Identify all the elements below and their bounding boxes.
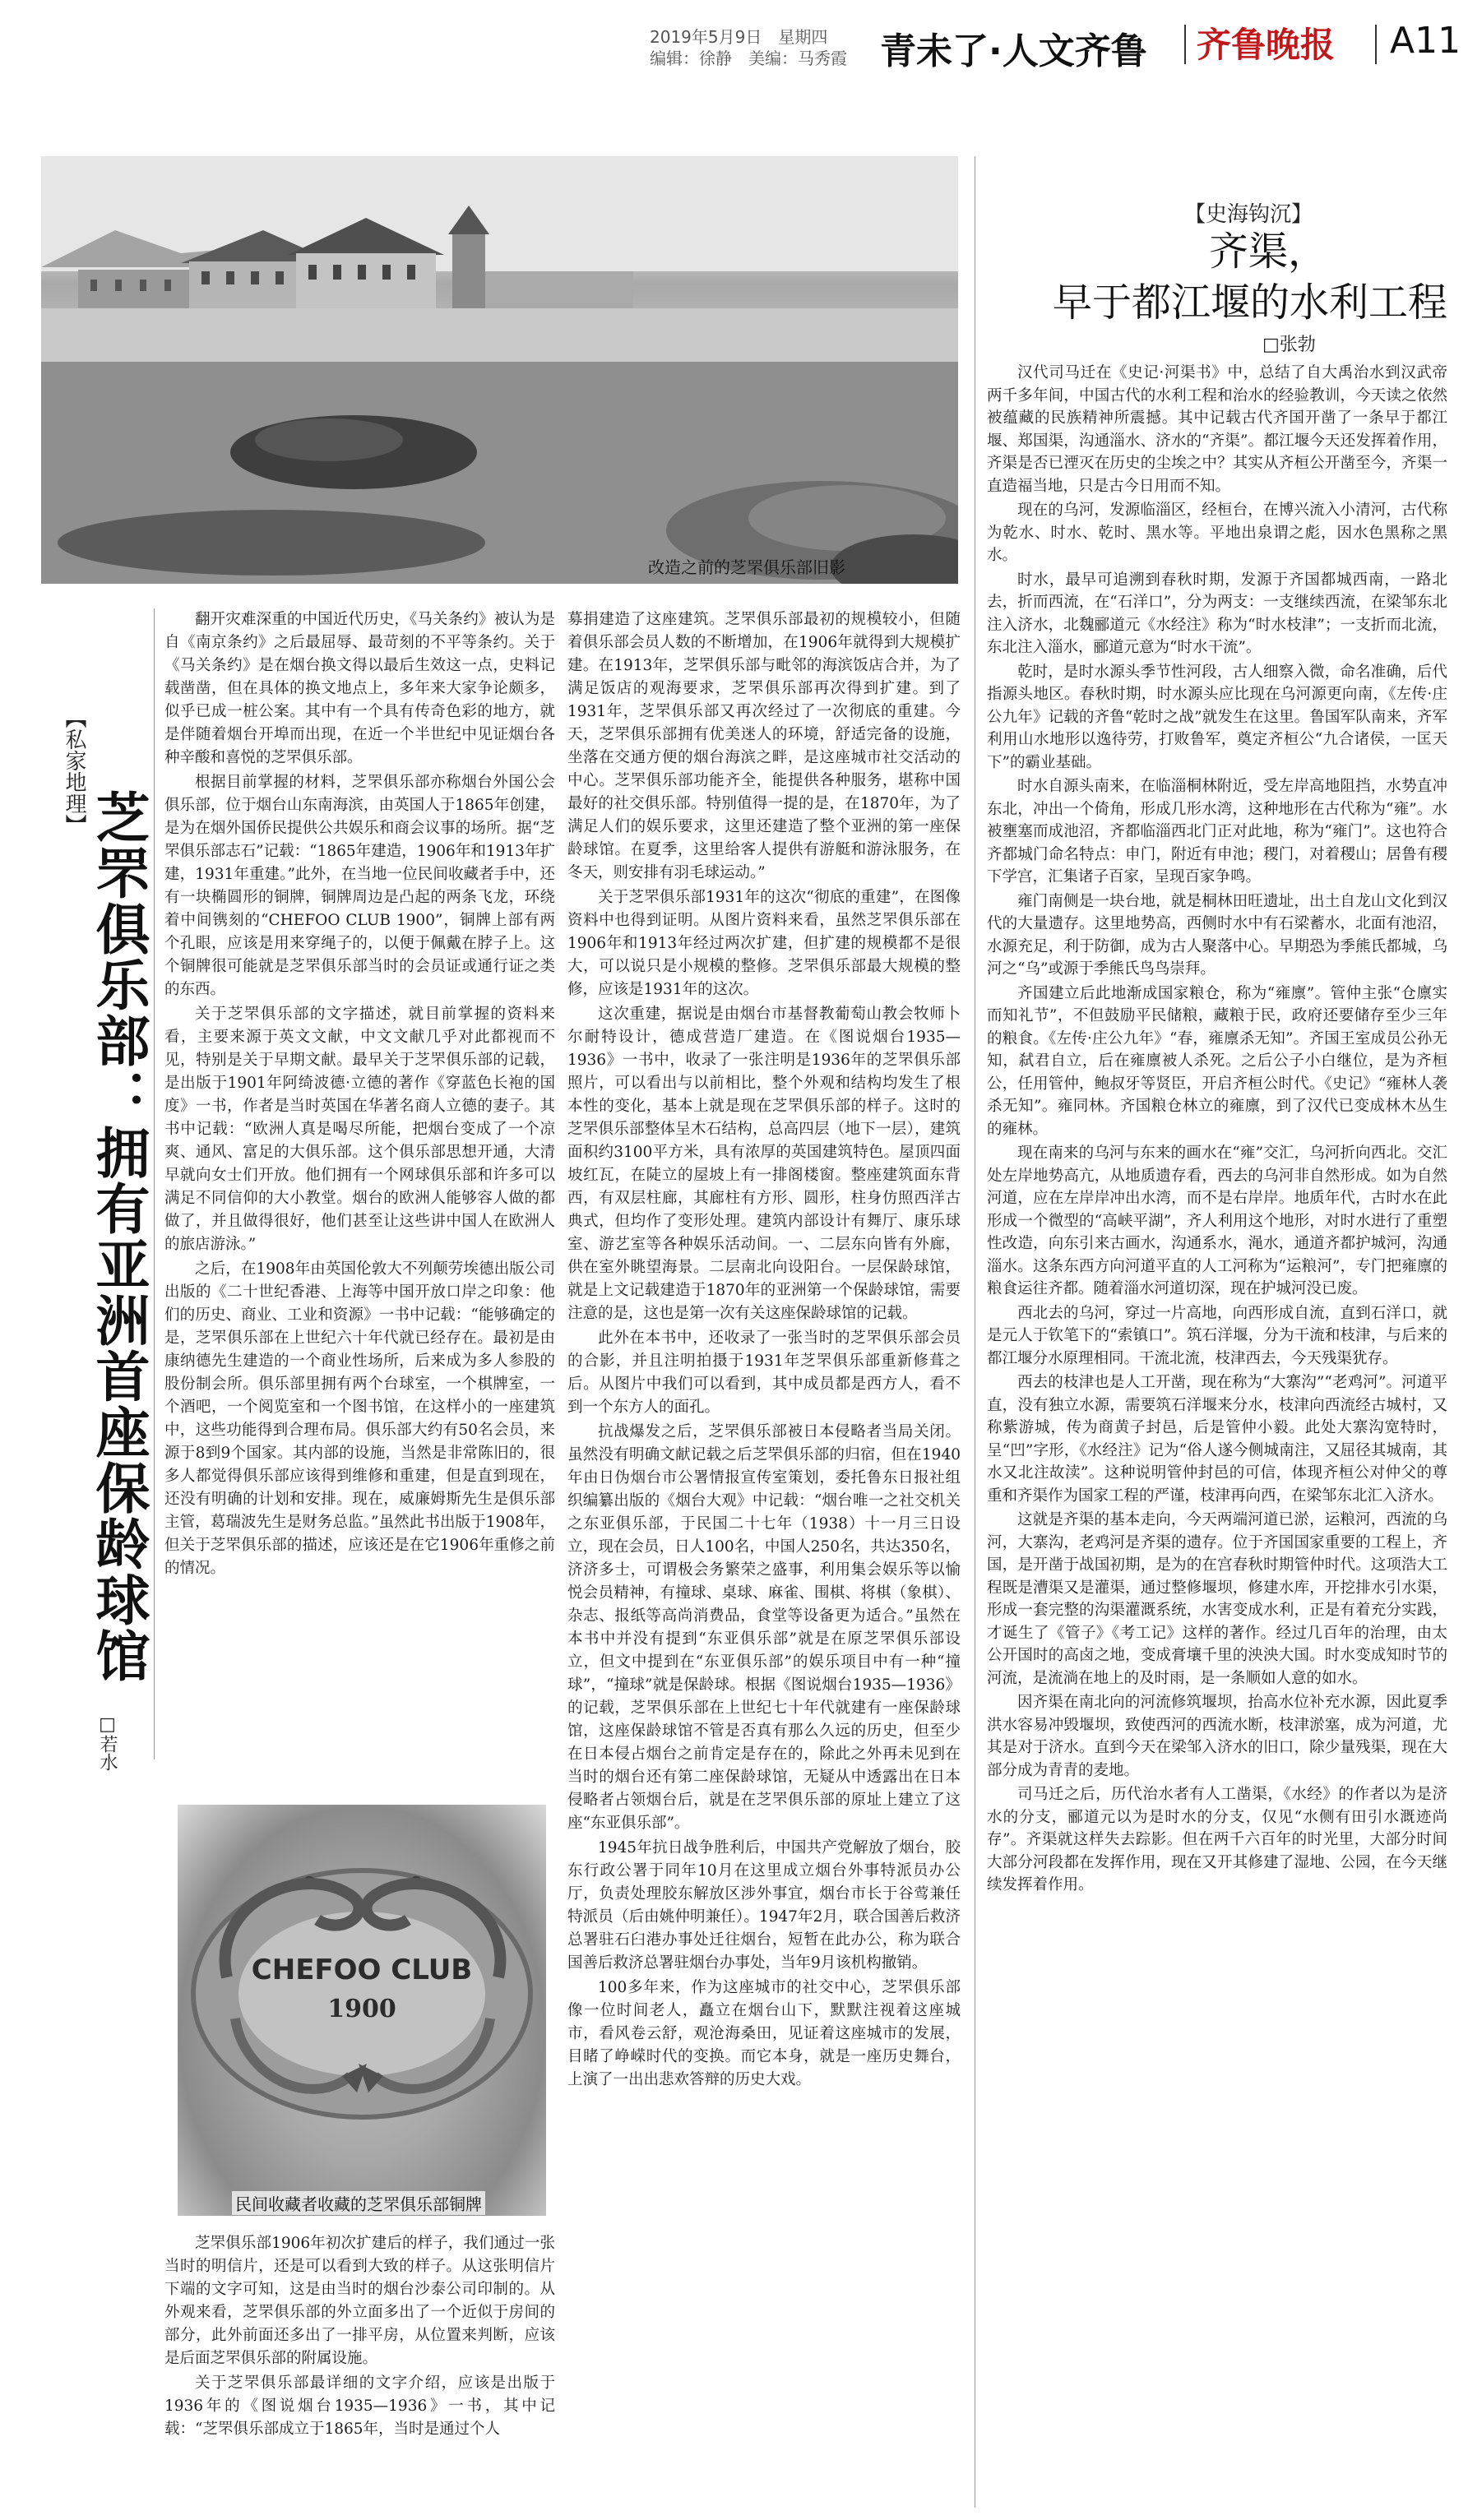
right-article-kicker: 【史海钩沉】 [1184, 202, 1313, 227]
paragraph: 雍门南侧是一块台地，就是桐林田旺遗址，出土自龙山文化到汉代的大量遗存。这里地势高，西侧时水中有石梁蓄水，北面有池沼，水源充足，利于防御，成为古人聚落中心。早期恐为季熊氏都城，乌河之“乌”或源于季熊氏鸟鸟崇拜。 [987, 892, 1447, 978]
right-article-author: □张勃 [1262, 335, 1316, 355]
newspaper-logo: 齐鲁晚报 [1197, 25, 1336, 65]
paragraph: 芝罘俱乐部1906年初次扩建后的样子，我们通过一张当时的明信片，还是可以看到大致的样子。从这张明信片下端的文字可知，这是由当时的烟台沙泰公司印制的。从外观来看，芝罘俱乐部的外立面多出了一个近似于房间的部分，此外前面还多出了一排平房，从位置来判断，应该是后面芝罘俱乐部的附属设施。 [164, 2235, 555, 2367]
right-article-title-line1: 齐渠， [1209, 229, 1328, 275]
paragraph: 汉代司马迁在《史记·河渠书》中，总结了自大禹治水到汉武帝两千多年间，中国古代的水利工程和治水的经验教训，今天读之依然被蕴藏的民族精神所震撼。其中记载古代齐国开凿了一条早于都江堰、郑国渠，沟通淄水、济水的“齐渠”。都江堰今天还发挥着作用，齐渠是否已湮灭在历史的尘埃之中？其实从齐桓公开凿至今，齐渠一直造福当地，只是古今日用而不知。 [987, 364, 1447, 495]
left-article-column-1-bottom [164, 2232, 555, 2441]
paragraph: 关于芝罘俱乐部的文字描述，就目前掌握的资料来看，主要来源于英文文献，中文文献几乎对此都视而不见，特别是关于早期文献。最早关于芝罘俱乐部的记载，是出版于1901年阿绮波德·立德的著作《穿蓝色长袍的国度》一书，作者是当时英国在华著名商人立德的妻子。其书中记载：“欧洲人真是喝尽所能，把烟台变成了一个凉爽、通风、富足的大俱乐部。这个俱乐部思想开通，大清早就向女士们开放。他们拥有一个网球俱乐部和许多可以满足不同信仰的大小教堂。烟台的欧洲人能够容人做的都做了，并且做得很好，他们甚至让这些讲中国人在欧洲人的旅店游泳。” [164, 1006, 555, 1253]
paragraph: 西北去的乌河，穿过一片高地，向西形成自流，直到石洋口，就是元人于钦笔下的“索镇口”。筑石洋堰，分为干流和枝津，与后来的都江堰分水原理相同。干流北流，枝津西去，今天残渠犹存。 [987, 1304, 1447, 1367]
page-number: A11 [1390, 20, 1461, 62]
paragraph: 齐国建立后此地渐成国家粮仓，称为“雍廪”。管仲主张“仓廪实而知礼节”，不但鼓励平民储粮，藏粮于民，政府还要储存至少三年的粮食。《左传·庄公九年》“春，雍廪杀无知”。齐国王室成员公孙无知，弑君自立，后在雍廪被人杀死。之后公子小白继位，是为齐桓公，任用管仲，鲍叔牙等贤臣，开启齐桓公时代。《史记》“雍林人袭杀无知”。雍同林。齐国粮仓林立的雍廪，到了汉代已变成林木丛生的雍林。 [987, 984, 1447, 1138]
club-plate-photo [178, 1805, 546, 2216]
photo1-caption: 改造之前的芝罘俱乐部旧影 [648, 557, 845, 577]
left-article-column-1-top [164, 608, 555, 1580]
paragraph: 翻开灾难深重的中国近代历史，《马关条约》被认为是自《南京条约》之后最屈辱、最苛刻的不平等条约。关于《马关条约》是在烟台换文得以最后生效这一点，史料记载凿凿，但在具体的换文地点上，多年来大家争论颇多，似乎已成一桩公案。其中有一个具有传奇色彩的地方，就是伴随着烟台开埠而出现，在近一个半世纪中见证烟台各种辛酸和喜悦的芝罘俱乐部。 [164, 611, 555, 766]
paragraph: 根据目前掌握的材料，芝罘俱乐部亦称烟台外国公会俱乐部，位于烟台山东南海滨，由英国人于1865年创建，是为在烟外国侨民提供公共娱乐和商会议事的场所。据“芝罘俱乐部志石”记载：“1865年建造，1906年和1913年扩建，1931年重建。”此外，在当地一位民间收藏者手中，还有一块椭圆形的铜牌，铜牌周边是凸起的两条飞龙，环绕着中间镌刻的“CHEFOO CLUB 1900”，铜牌上部有两个孔眼，应该是用来穿绳子的，以便于佩戴在脖子上。这个铜牌很可能就是芝罘俱乐部当时的会员证或通行证之类的东西。 [164, 774, 555, 998]
right-article-title-line2: 早于都江堰的水利工程 [1053, 280, 1448, 326]
header-meta [650, 26, 847, 69]
paragraph: 这就是齐渠的基本走向，今天两端河道已淤，运粮河，西流的乌河，大寨沟，老鸡河是齐渠的遗存。位于齐国国家重要的工程上，齐国，是开凿于战国初期，是为的在宫春秋时期管仲时代。这项浩大工程既是漕渠又是灌渠，通过整修堰坝，修建水库，开挖排水引水渠，形成一套完整的沟渠灌溉系统，水害变成水利，正是有着充分实践，才诞生了《管子》《考工记》这样的著作。经过几百年的治理，由太公开国时的高卤之地，变成膏壤千里的泱泱大国。时水变成知时节的河流，是流淌在地上的及时雨，是一条顺如人意的如水。 [987, 1511, 1447, 1687]
header-divider [1184, 25, 1186, 64]
paragraph: 募捐建造了这座建筑。芝罘俱乐部最初的规模较小，但随着俱乐部会员人数的不断增加，在1906年就得到大规模扩建。在1913年，芝罘俱乐部与毗邻的海滨饭店合并，为了满足饭店的观海要求，芝罘俱乐部再次得到扩建。到了1931年，芝罘俱乐部又再次经过了一次彻底的重建。今天，芝罘俱乐部拥有优美迷人的环境，舒适完备的设施，坐落在交通方便的烟台海滨之畔，是这座城市社交活动的中心。芝罘俱乐部功能齐全，能提供各种服务，堪称中国最好的社交俱乐部。特别值得一提的是，在1870年，为了满足人们的娱乐要求，这里还建造了整个亚洲的第一座保龄球馆。在夏季，这里给客人提供有游艇和游泳服务，在冬天，则安排有羽毛球运动。” [567, 611, 961, 881]
left-article-column-2 [567, 608, 961, 2092]
historic-club-photo-drawing [41, 156, 958, 584]
photo2-caption: 民间收藏者收藏的芝罘俱乐部铜牌 [232, 2191, 485, 2215]
paragraph: 之后，在1908年由英国伦敦大不列颠劳埃德出版公司出版的《二十世纪香港、上海等中国开放口岸之印象：他们的历史、商业、工业和资源》一书中记载：“能够确定的是，芝罘俱乐部在上世纪六十年代就已经存在。最初是由康纳德先生建造的一个商业性场所，后来成为多人参股的股份制会所。俱乐部里拥有两个台球室，一个棋牌室，一个酒吧，一个阅览室和一个图书馆，在这样小的一座建筑中，这些功能得到合理布局。俱乐部大约有50名会员，来源于8到9个国家。其内部的设施，当然是非常陈旧的，很多人都觉得俱乐部应该得到维修和重建，但是直到现在，还没有明确的计划和安排。现在，威廉姆斯先生是俱乐部主管，葛瑞波先生是财务总监。”虽然此书出版于1908年，但关于芝罘俱乐部的描述，应该还是在它1906年重修之前的情况。 [164, 1260, 555, 1577]
paragraph: 1945年抗日战争胜利后，中国共产党解放了烟台，胶东行政公署于同年10月在这里成立烟台外事特派员办公厅，负责处理胶东解放区涉外事宜，烟台市长于谷莺兼任特派员（后由姚仲明兼任）。1947年2月，联合国善后救济总署驻石臼港办事处迁往烟台，短暂在此办公，称为联合国善后救济总署驻烟台办事处，当年9月该机构撤销。 [567, 1839, 961, 1972]
paragraph: 抗战爆发之后，芝罘俱乐部被日本侵略者当局关闭。虽然没有明确文献记载之后芝罘俱乐部的归宿，但在1940年由日伪烟台市公署情报宣传室策划，委托鲁东日报社组织编纂出版的《烟台大观》中记载：“烟台唯一之社交机关之东亚俱乐部，于民国二十七年（1938）十一月三日设立，现在会员，日人100名，中国人250名，共达350名，济济多士，可谓极会务繁荣之盛事，利用集会娱乐等以愉悦会员精神，有撞球、桌球、麻雀、围棋、将棋（象棋）、杂志、报纸等高尚消费品，食堂等设备更为适合。”虽然在本书中并没有提到“东亚俱乐部”就是在原芝罘俱乐部设立，但文中提到在“东亚俱乐部”的娱乐项目中有一种“撞球”，“撞球”就是保龄球。根据《图说烟台1935—1936》的记载，芝罘俱乐部在上世纪七十年代就建有一座保龄球馆，这座保龄球馆不管是否真有那么久远的历史，但至少在日本侵占烟台之前肯定是存在的，除此之外再未见到在当时的烟台还有第二座保龄球馆，无疑从中透露出在日本侵略者占领烟台后，就是在芝罘俱乐部的原址上建立了这座“东亚俱乐部”。 [567, 1423, 961, 1832]
left-article-author: □若水 [97, 1714, 118, 1771]
right-article-body [987, 362, 1447, 1897]
paragraph: 司马迁之后，历代治水者有人工凿渠，《水经》的作者以为是济水的分支，郦道元以为是时水的分支，仅见“水侧有田引水溉迹尚存”。齐渠就这样失去踪影。但在两千六百年的时光里，大部分时间大部分河段都在发挥作用，现在又开其修建了湿地、公园，在今天继续发挥着作用。 [987, 1786, 1447, 1893]
issue-date: 2019年5月9日 星期四 [650, 27, 828, 47]
paragraph: 时水自源头南来，在临淄桐林附近，受左岸高地阻挡，水势直冲东北，冲出一个倚角，形成几形水湾，这种地形在古代称为“雍”。水被壅塞而成池沼，齐都临淄西北门正对此地，称为“雍门”。这也符合齐都城门命名特点：申门，附近有申池；稷门，对着稷山；居鲁有稷下学宫，汇集诸子百家，呈现百家争鸣。 [987, 778, 1447, 885]
paragraph: 乾时，是时水源头季节性河段，古人细察入微，命名准确，后代指源头地区。春秋时期，时水源头应比现在乌河源更向南，《左传·庄公九年》记载的齐鲁“乾时之战”就发生在这里。鲁国军队南来，齐军利用山水地形以逸待劳，打败鲁军，奠定齐桓公“九合诸侯，一匡天下”的霸业基础。 [987, 663, 1447, 771]
left-article-kicker: 【私家地理】 [62, 707, 86, 835]
paragraph: 关于芝罘俱乐部1931年的这次“彻底的重建”，在图像资料中也得到证明。从图片资料来看，虽然芝罘俱乐部在1906年和1913年经过两次扩建，但扩建的规模都不是很大，可以说只是小规模的整修。芝罘俱乐部最大规模的整修，应该是1931年的这次。 [567, 889, 961, 998]
paragraph: 西去的枝津也是人工开凿，现在称为“大寨沟”“老鸡河”。河道平直，没有独立水源，需要筑石洋堰来分水，枝津向西流经古城村，又称紫游城，传为商黄子封邑，后是管仲小毅。此处大寨沟宽特时，呈“凹”字形，《水经注》记为“俗人遂今侧城南注，又屈径其城南，其水又北注故渎”。这种说明管仲封邑的可信，体现齐桓公对仲父的尊重和齐渠作为国家工程的严谨，枝津再向西，在梁邹东北汇入济水。 [987, 1374, 1447, 1505]
editor-credits: 编辑：徐静 美编：马秀霞 [650, 49, 847, 68]
plate-text-club: CHEFOO CLUB [251, 1954, 473, 1986]
paragraph: 关于芝罘俱乐部最详细的文字介绍，应该是出版于1936年的《图说烟台1935—1936》一书，其中记载：“芝罘俱乐部成立于1865年，当时是通过个人 [164, 2374, 555, 2438]
paragraph: 时水，最早可追溯到春秋时期，发源于齐国都城西南，一路北去，折而西流，在“石洋口”，分为两支：一支继续西流，在梁邹东北注入济水，北魏郦道元《水经注》称为“时水枝津”；一支折而北流，东北注入淄水，郦道元意为“时水干流”。 [987, 571, 1447, 656]
header-divider [1375, 25, 1377, 64]
paragraph: 现在南来的乌河与东来的画水在“雍”交汇，乌河折向西北。交汇处左岸地势高亢，从地质遗存看，西去的乌河非自然形成。如为自然河道，应在左岸岸冲出水湾，而不是右岸岸。地质年代，古时水在此形成一个微型的“高峡平湖”，齐人利用这个地形，对时水进行了重塑性改造，向东引来古画水，沟通系水，渑水，通道齐都护城河，沟通淄水。这条东西方向河道平直的人工河称为“运粮河”，专门把雍廪的粮食运往齐都。随着淄水河道切深，现在护城河没已废。 [987, 1144, 1447, 1297]
column-rule [154, 608, 155, 1759]
club-plate-drawing [178, 1805, 546, 2216]
paragraph: 因齐渠在南北向的河流修筑堰坝，抬高水位补充水源，因此夏季洪水容易冲毁堰坝，致使西河的西流水断，枝津淤塞，成为河道，尤其是对于济水。直到今天在梁邹入济水的旧口，除少量残渠，现在大部分成为青青的麦地。 [987, 1694, 1447, 1779]
paragraph: 现在的乌河，发源临淄区，经桓台，在博兴流入小清河，古代称为乾水、时水、乾时、黑水等。平地出泉谓之彪，因水色黑称之黑水。 [987, 502, 1447, 564]
paragraph: 这次重建，据说是由烟台市基督教葡萄山教会牧师卜尔耐特设计，德成营造厂建造。在《图说烟台1935—1936》一书中，收录了一张注明是1936年的芝罘俱乐部照片，可以看出与以前相比，整个外观和结构均发生了根本性的变化，基本上就是现在芝罘俱乐部的样子。这时的芝罘俱乐部整体呈木石结构，总高四层（地下一层），建筑面积约3100平方米，具有浓厚的英国建筑特色。屋顶四面坡红瓦，在陡立的屋坡上有一排阁楼窗。整座建筑面东背西，有双层柱廊，其廊柱有方形、圆形，柱身仿照西洋古典式，但均作了变形处理。建筑内部设计有舞厅、康乐球室、游艺室等各种娱乐活动间。一、二层东向皆有外廊，供在室外眺望海景。二层南北向设阳台。一层保龄球馆，就是上文记载建造于1870年的亚洲第一个保龄球馆，需要注意的是，这也是第一次有关这座保龄球馆的记载。 [567, 1006, 961, 1322]
paragraph: 100多年来，作为这座城市的社交中心，芝罘俱乐部像一位时间老人，矗立在烟台山下，默默注视着这座城市，看风卷云舒，观沧海桑田，见证着这座城市的发展，目睹了峥嵘时代的变换。而它本身，就是一座历史舞台，上演了一出出悲欢答辩的历史大戏。 [567, 1979, 961, 2088]
paragraph: 此外在本书中，还收录了一张当时的芝罘俱乐部会员的合影，并且注明拍摄于1931年芝罘俱乐部重新修葺之后。从图片中我们可以看到，其中成员都是西方人，看不到一个东方人的面孔。 [567, 1329, 961, 1416]
page-header [0, 0, 1468, 79]
left-article-title: 芝罘俱乐部：拥有亚洲首座保龄球馆 [86, 789, 150, 1684]
historic-club-photo [41, 156, 958, 584]
section-title: 青未了·人文齐鲁 [880, 30, 1147, 72]
plate-text-year: 1900 [327, 1995, 396, 2023]
